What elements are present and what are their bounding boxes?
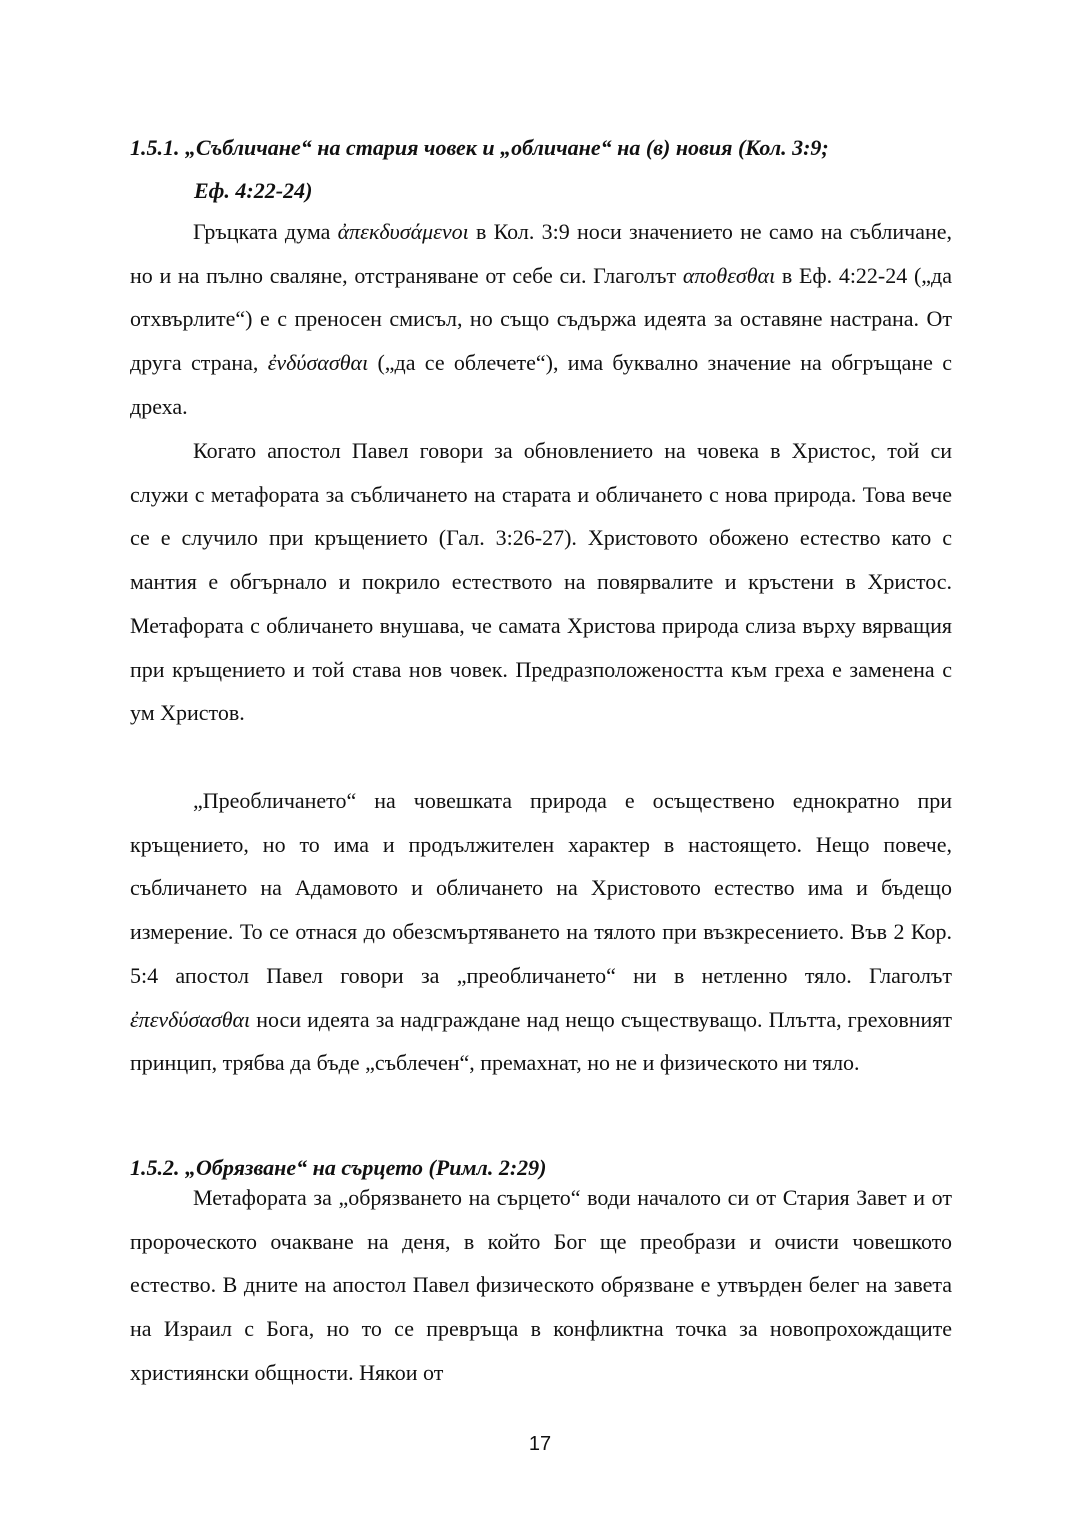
- paragraph-text: Гръцката дума: [193, 219, 338, 244]
- paragraph-text: носи идеята за надграждане над нещо съществуващо. Плътта, греховният принцип, трябва да бъде „съблечен“, премахнат, но не и физическото ни тяло.: [130, 1006, 952, 1076]
- heading-line-2: Еф. 4:22-24): [194, 178, 313, 203]
- paragraph-circumcision: Метафората за „обрязването на сърцето“ води началото си от Стария Завет и от пророческото очакване на деня, в който Бог ще преобрази и очисти човешкото естество. В дните на апостол Павел физическото обрязване е утвърден белег на завета на Израил с Бога, но то се превръща в конфликтна точка за новопрохождащите християнски общности. Някои от: [130, 1185, 952, 1385]
- paragraph-baptism-metaphor: Когато апостол Павел говори за обновлението на човека в Христос, той си служи с метафората за събличането на старата и обличането с нова природа. Това вече се е случило при кръщението (Гал. 3:26-27). Христовото обожено естество като с мантия е обгърнало и покрило естеството на повярвалите и кръстени в Христос. Метафората с обличането внушава, че самата Христова природа слиза върху вярващия при кръщението и той става нов човек. Предразположеността към греха е заменена с ум Христов.: [130, 438, 952, 726]
- page-number: 17: [528, 1433, 552, 1455]
- section-heading-1-5-2: 1.5.2. „Обрязване“ на сърцето (Римл. 2:29): [130, 1155, 547, 1180]
- paragraph-text: в Кол. 3:9 носи значението не само на събличане, но и на пълно сваляне, отстраняване от себе си. Глаголът: [130, 219, 953, 288]
- paragraph-reclothing: [130, 779, 952, 1085]
- section-heading-1-5-1: [130, 126, 952, 212]
- greek-word: ἀπεκδυσάμενοι: [337, 219, 469, 244]
- greek-word: αποθεσθαι: [682, 262, 776, 288]
- paragraph-text: в Еф. 4:22-24 („да отхвърлите“) е с преносен смисъл, но също съдържа идеята за оставяне настрана. От друга страна,: [130, 262, 952, 376]
- greek-word: ἐνδύσασθαι: [267, 350, 369, 376]
- greek-word: ἐπενδύσασθαι: [130, 1006, 251, 1032]
- paragraph-text: „Преобличането“ на човешката природа е осъществено еднократно при кръщението, но то има и продължителен характер в настоящето. Нещо повече, събличането на Адамовото и обличането на Христовото естество има и бъдещо измерение. То се отнася до обезсмъртяването на тялото при възкресението. Във 2 Кор. 5:4 апостол Павел говори за „преобличането“ ни в нетленно тяло. Глаголът: [130, 788, 952, 988]
- paragraph-greek-terms: [130, 210, 952, 429]
- paragraph-text: („да се облечете“), има буквално значение на обгръщане с дреха.: [130, 350, 952, 419]
- heading-line-1: 1.5.1. „Събличане“ на стария човек и „обличане“ на (в) новия (Кол. 3:9;: [130, 135, 829, 160]
